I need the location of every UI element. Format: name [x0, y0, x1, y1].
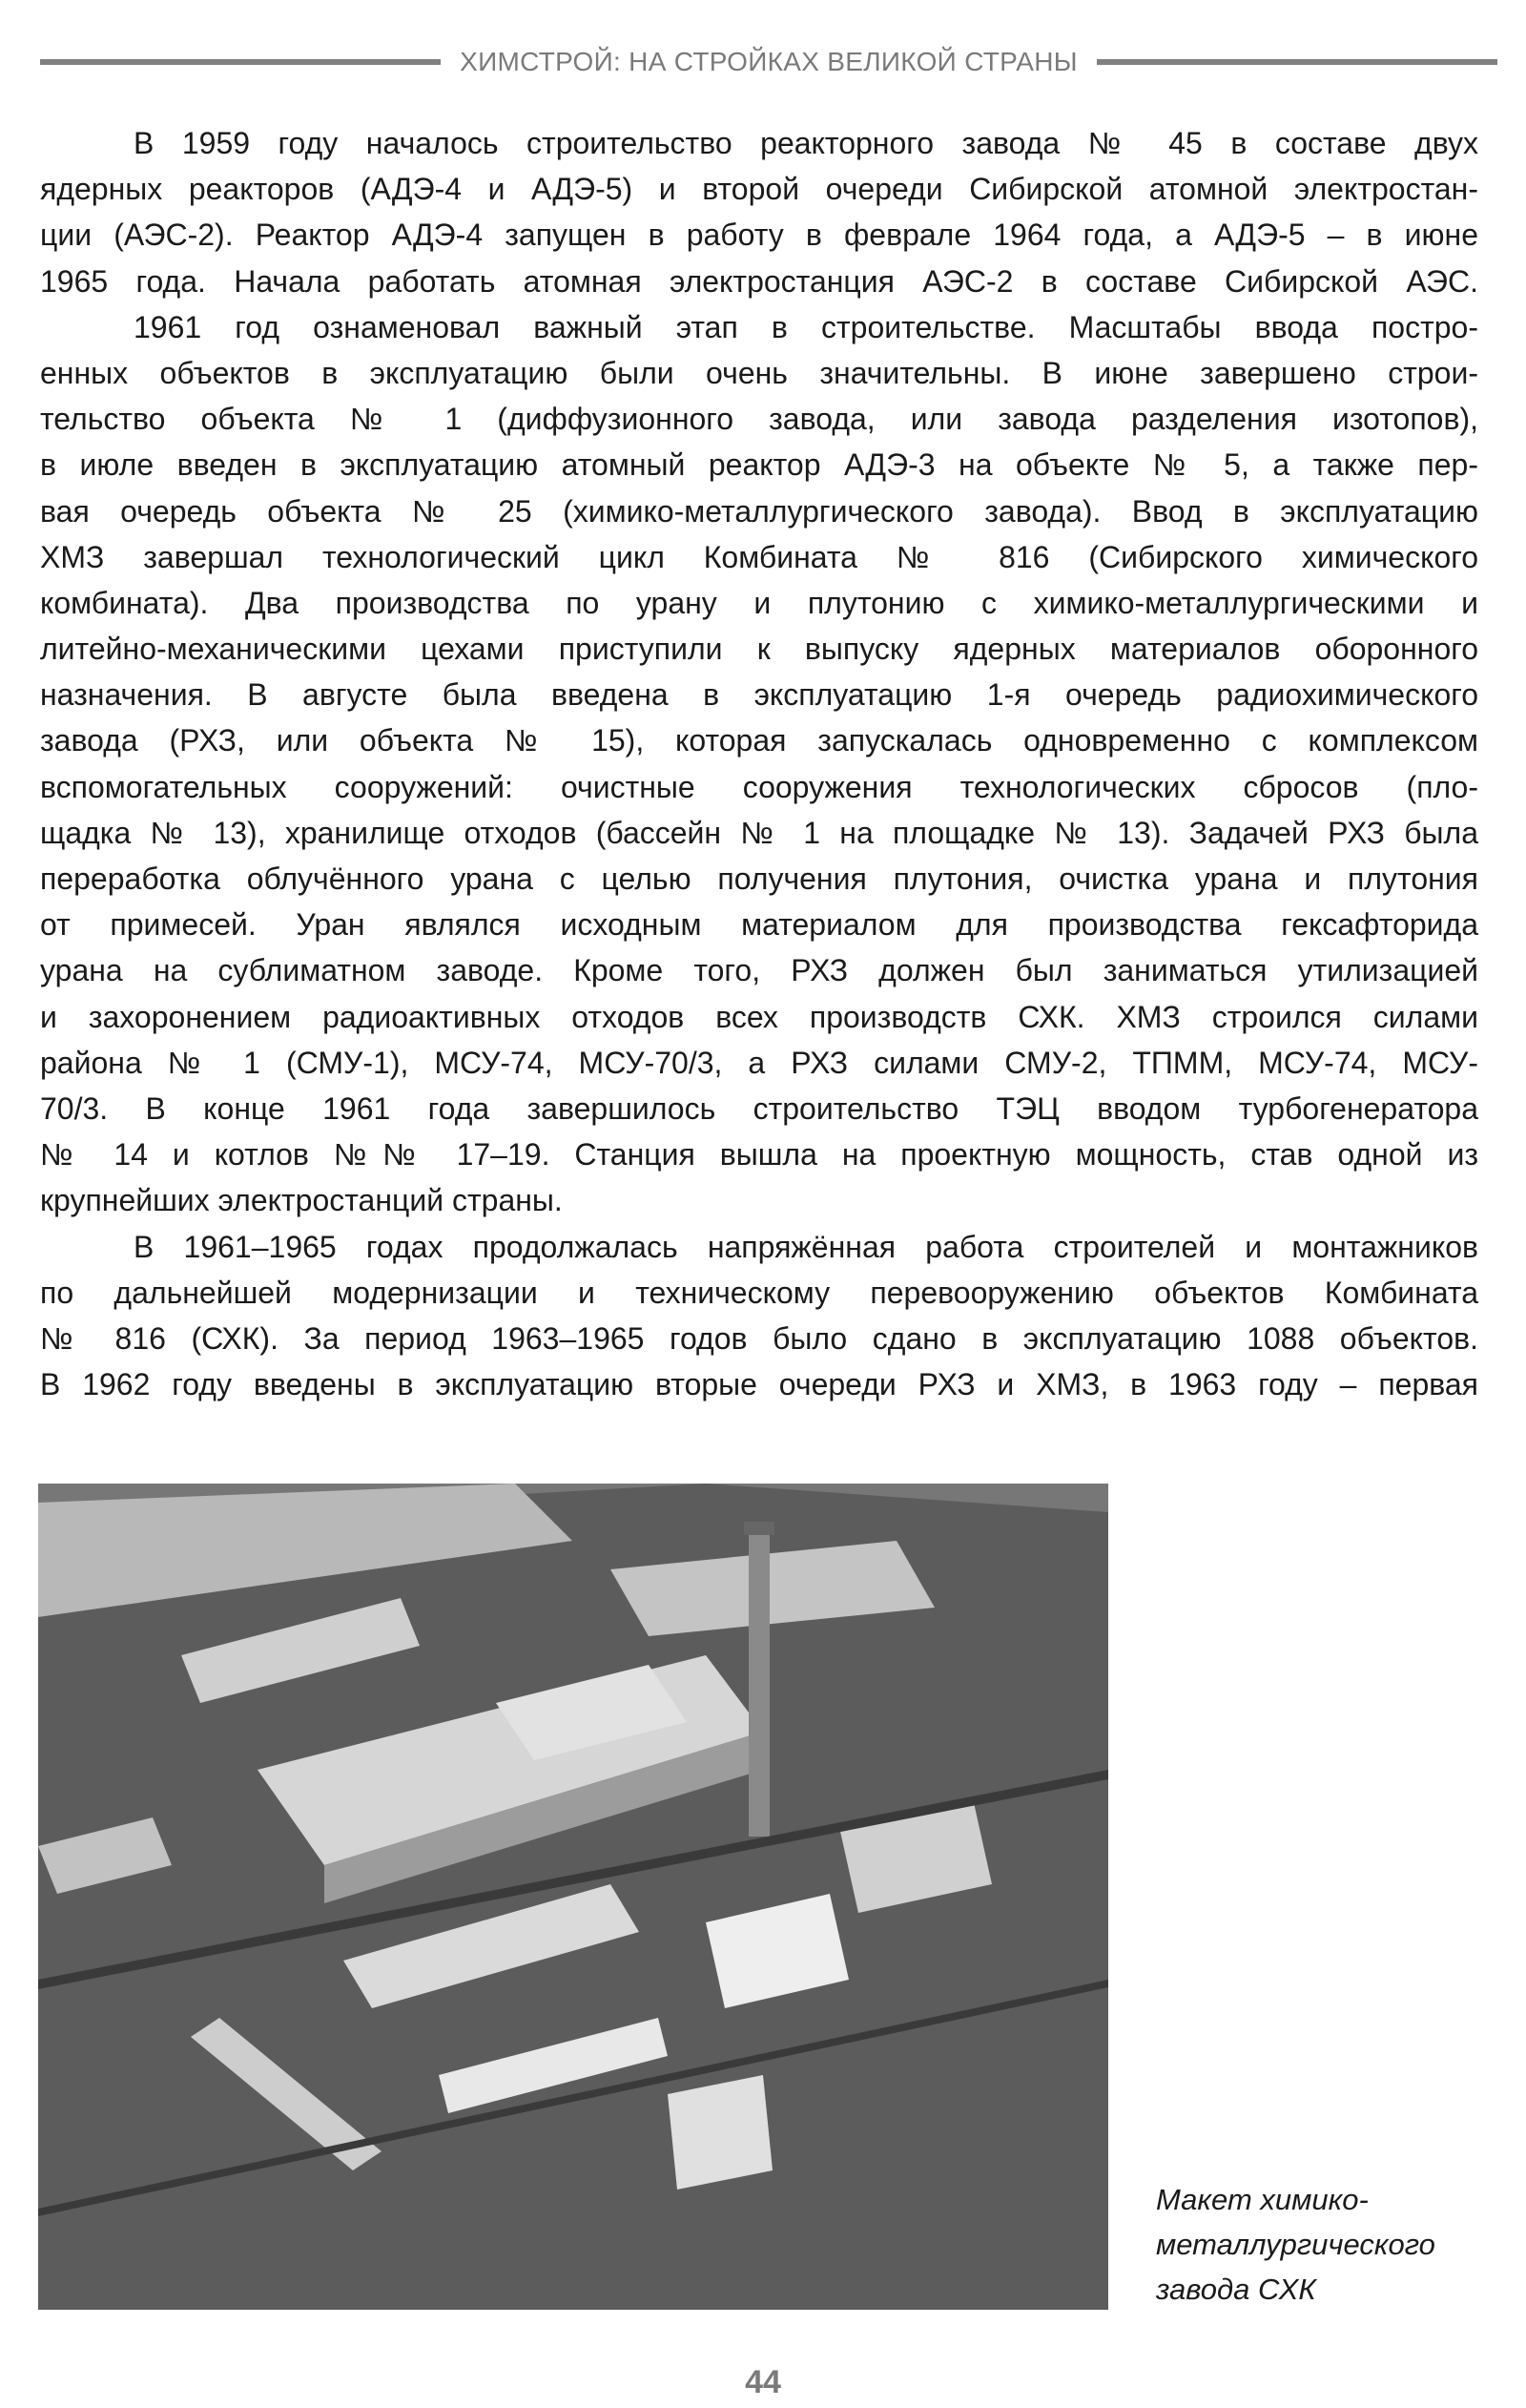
- text-line: комбината). Два производства по урану и плутонию с химико-металлургическими и: [40, 585, 1478, 620]
- text-line: крупнейших электростанций страны.: [40, 1183, 563, 1218]
- text-line: ции (АЭС-2). Реактор АДЭ-4 запущен в работу в феврале 1964 года, а АДЭ-5 – в июне: [40, 218, 1478, 253]
- header-title: ХИМСТРОЙ: НА СТРОЙКАХ ВЕЛИКОЙ СТРАНЫ: [460, 47, 1078, 76]
- text-line: № 14 и котлов №№ 17–19. Станция вышла на проектную мощность, став одной из: [40, 1137, 1478, 1173]
- text-line: 1965 года. Начала работать атомная электростанция АЭС-2 в составе Сибирской АЭС.: [40, 263, 1478, 299]
- text-line: В 1959 году началось строительство реакторного завода № 45 в составе двух: [134, 126, 1478, 160]
- text-line: в июле введен в эксплуатацию атомный реактор АДЭ-3 на объекте № 5, а также пер-: [40, 447, 1478, 483]
- text-line: вая очередь объекта № 25 (химико-металлургического завода). Ввод в эксплуатацию: [40, 493, 1478, 529]
- caption-line: металлургического: [1156, 2228, 1435, 2261]
- text-line: 70/3. В конце 1961 года завершилось строительство ТЭЦ вводом турбогенератора: [40, 1090, 1478, 1126]
- text-line: вспомогательных сооружений: очистные сооружения технологических сбросов (пло-: [40, 769, 1478, 804]
- figure-caption: [1156, 2177, 1435, 2312]
- text-line: завода (РХЗ, или объекта № 15), которая запускалась одновременно с комплексом: [40, 723, 1478, 758]
- text-line: ХМЗ завершал технологический цикл Комбината № 816 (Сибирского химического: [40, 539, 1478, 574]
- text-line: ядерных реакторов (АДЭ-4 и АДЭ-5) и второй очереди Сибирской атомной электростан-: [40, 172, 1478, 207]
- text-line: урана на сублиматном заводе. Кроме того, РХЗ должен был заниматься утилизацией: [40, 953, 1478, 988]
- text-line: района № 1 (СМУ-1), МСУ-74, МСУ-70/3, а РХЗ силами СМУ-2, ТПММ, МСУ-74, МСУ-: [40, 1045, 1478, 1080]
- paragraph: [40, 120, 1478, 304]
- text-line: по дальнейшей модернизации и техническому перевооружению объектов Комбината: [40, 1275, 1478, 1310]
- header-rule-right: [1097, 59, 1497, 65]
- body-text: [40, 120, 1478, 1407]
- text-line: 1961 год ознаменовал важный этап в строительстве. Масштабы ввода постро-: [134, 309, 1478, 344]
- paragraph: [40, 304, 1478, 1224]
- text-line: щадка № 13), хранилище отходов (бассейн № 1 на площадке № 13). Задачей РХЗ была: [40, 815, 1478, 850]
- text-line: и захоронением радиоактивных отходов всех производств СХК. ХМЗ строился силами: [40, 999, 1478, 1034]
- text-line: № 816 (СХК). За период 1963–1965 годов было сдано в эксплуатацию 1088 объектов.: [40, 1320, 1478, 1356]
- page-number: 44: [745, 2364, 781, 2400]
- factory-model-photo: [38, 1484, 1108, 2310]
- running-header: [40, 42, 1497, 82]
- text-line: В 1961–1965 годах продолжалась напряжённая работа строителей и монтажников: [134, 1229, 1478, 1264]
- text-line: назначения. В августе была введена в эксплуатацию 1-я очередь радиохимического: [40, 677, 1478, 713]
- text-line: литейно-механическими цехами приступили к выпуску ядерных материалов оборонного: [40, 632, 1478, 667]
- text-line: тельство объекта № 1 (диффузионного завода, или завода разделения изотопов),: [40, 402, 1478, 437]
- paragraph: [40, 1224, 1478, 1408]
- text-line: енных объектов в эксплуатацию были очень значительны. В июне завершено строи-: [40, 355, 1478, 390]
- caption-line: завода СХК: [1156, 2273, 1316, 2306]
- caption-line: Макет химико-: [1156, 2183, 1369, 2216]
- header-rule-left: [40, 59, 441, 65]
- photo-illustration: [38, 1484, 1108, 2310]
- text-line: переработка облучённого урана с целью получения плутония, очистка урана и плутония: [40, 861, 1478, 896]
- text-line: от примесей. Уран являлся исходным материалом для производства гексафторида: [40, 907, 1478, 943]
- text-line: В 1962 году введены в эксплуатацию вторые очереди РХЗ и ХМЗ, в 1963 году – первая: [40, 1367, 1478, 1402]
